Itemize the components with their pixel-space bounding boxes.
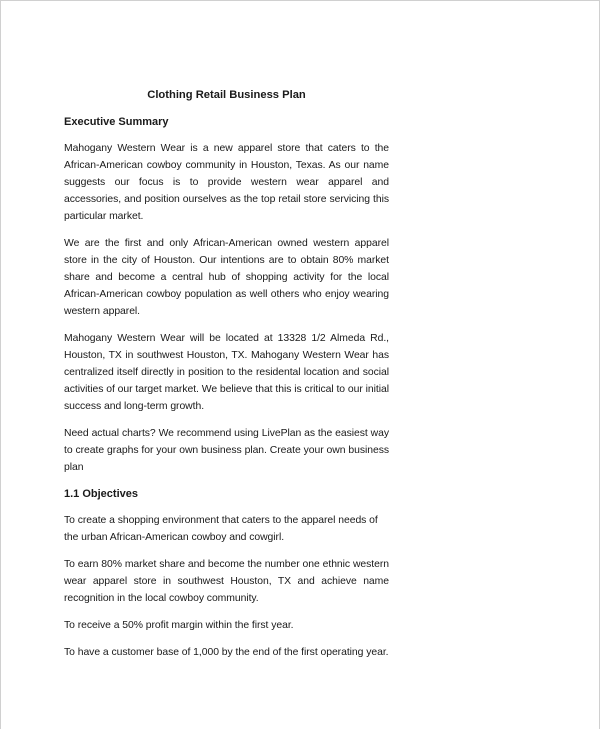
document-title: Clothing Retail Business Plan (147, 89, 306, 101)
paragraph: To receive a 50% profit margin within the first year. (64, 620, 294, 631)
paragraph: Mahogany Western Wear will be located at 13328 1/2 Almeda Rd., Houston, TX in southwest Houston, TX. Mahogany Western Wear has centralized itself directly in position to the residental location and social activities of our target market. We believe that this is critical to our initial success and long-term growth. (64, 333, 389, 412)
section-heading-executive-summary: Executive Summary (64, 116, 169, 128)
section-heading-objectives: 1.1 Objectives (64, 488, 138, 500)
document-body (64, 87, 389, 671)
paragraph: To have a customer base of 1,000 by the end of the first operating year. (64, 647, 389, 658)
paragraph: We are the first and only African-American owned western apparel store in the city of Houston. Our intentions are to obtain 80% market share and become a central hub of shopping activity for the local African-American cowboy population as well others who enjoy wearing western apparel. (64, 238, 389, 317)
paragraph: To create a shopping environment that caters to the apparel needs of the urban African-American cowboy and cowgirl. (64, 515, 378, 543)
paragraph: Need actual charts? We recommend using LivePlan as the easiest way to create graphs for your own business plan. Create your own business plan (64, 428, 389, 473)
paragraph: To earn 80% market share and become the number one ethnic western wear apparel store in southwest Houston, TX and achieve name recognition in the local cowboy community. (64, 559, 389, 604)
paragraph: Mahogany Western Wear is a new apparel store that caters to the African-American cowboy community in Houston, Texas. As our name suggests our focus is to provide western wear apparel and accessories, and position ourselves as the top retail store servicing this particular market. (64, 143, 389, 222)
